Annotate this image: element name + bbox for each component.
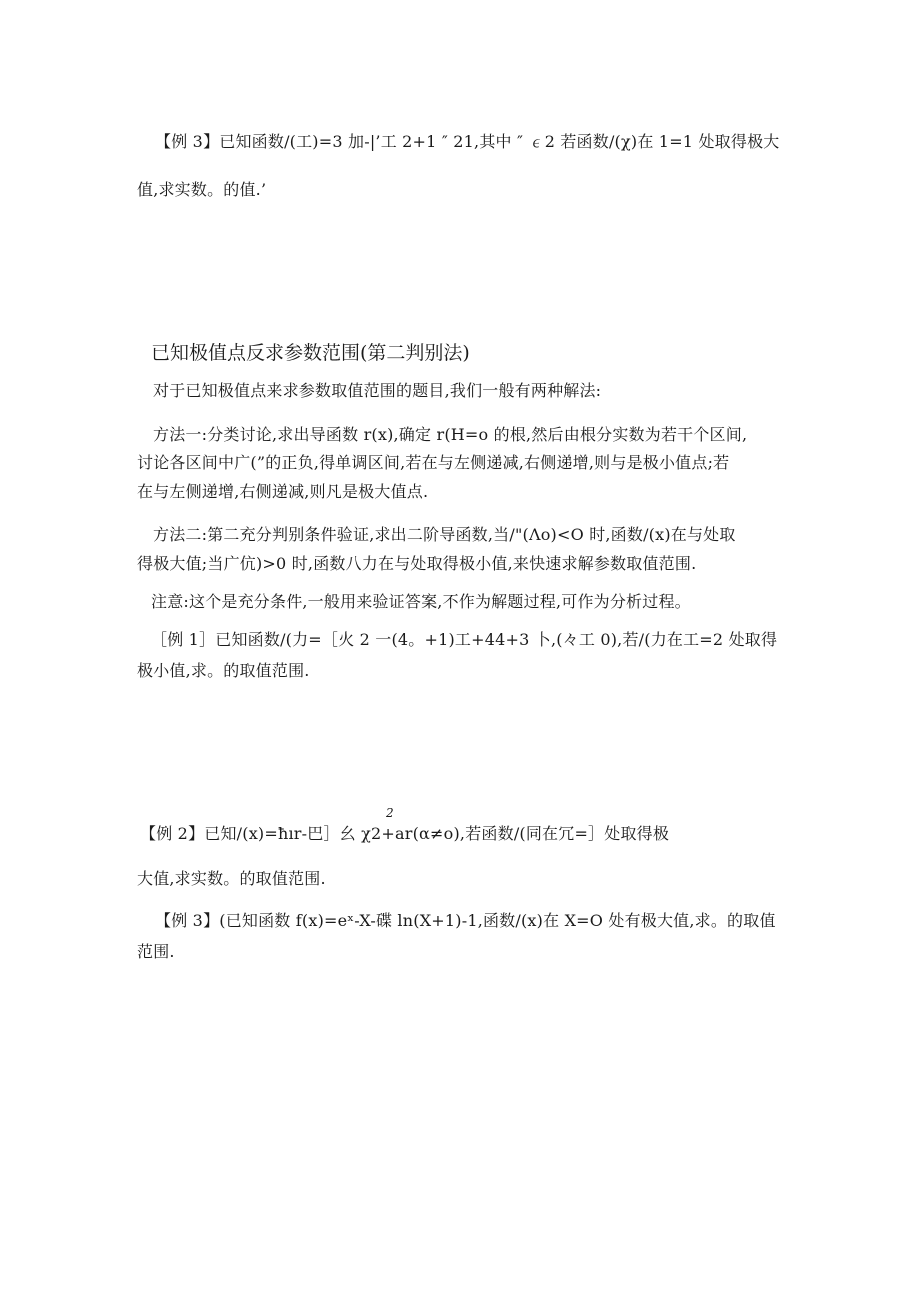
example1-line1: ［例 1］已知函数/(力=［火 2 一(4。+1)工+44+3 卜,(々工 0),若/(力在工=2 处取得 — [151, 630, 778, 649]
example3-bottom-line1: 【例 3】(已知函数 f(x)=eˣ-X-碟 ln(X+1)-1,函数/(x)在 X=O 处有极大值,求。的取值 — [155, 911, 776, 930]
example1-line2: 极小值,求。的取值范围. — [137, 661, 310, 680]
method2-line1: 方法二:第二充分判别条件验证,求出二阶导函数,当/"(Λo)<O 时,函数/(x)在与处取 — [153, 525, 736, 544]
method2-line2: 得极大值;当广伉)>0 时,函数八力在与处取得极小值,来快速求解参数取值范围. — [137, 554, 697, 573]
example2-line2: 大值,求实数。的取值范围. — [137, 869, 326, 888]
example3-bottom-line2: 范围. — [137, 942, 175, 961]
example3-top-line1: 【例 3】已知函数/(工)=3 加-|’工 2+1 ″ 21,其中 ″ ∊2 若函数/(χ)在 1=1 处取得极大 — [155, 132, 780, 151]
example2-superscript: 2 — [386, 806, 394, 820]
example2-line1: 【例 2】已知/(x)=ħır-巴］幺 χ2+ar(α≠o),若函数/(同在冗=］处取得极 — [140, 824, 670, 843]
method1-line1: 方法一:分类讨论,求出导函数 r(x),确定 r(H=o 的根,然后由根分实数为若干个区间, — [153, 425, 748, 444]
section-title: 已知极值点反求参数范围(第二判别法) — [151, 342, 470, 364]
method1-line2: 讨论各区间中广(”的正负,得单调区间,若在与左侧递减,右侧递增,则与是极小值点;若 — [137, 453, 730, 472]
example3-top-line2: 值,求实数。的值.’ — [137, 180, 267, 199]
section-note: 注意:这个是充分条件,一般用来验证答案,不作为解题过程,可作为分析过程。 — [151, 592, 691, 611]
section-intro: 对于已知极值点来求参数取值范围的题目,我们一般有两种解法: — [153, 381, 602, 400]
method1-line3: 在与左侧递增,右侧递减,则凡是极大值点. — [137, 482, 429, 501]
